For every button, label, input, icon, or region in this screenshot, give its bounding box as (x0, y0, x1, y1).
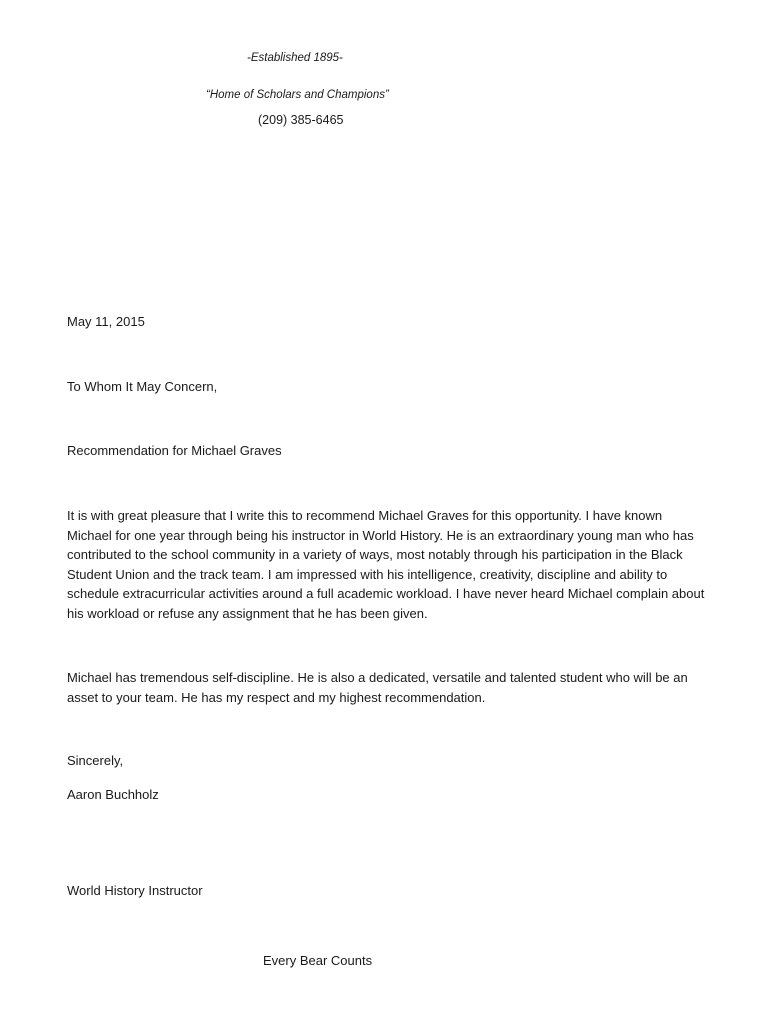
subject-line: Recommendation for Michael Graves (67, 443, 282, 458)
body-paragraph-2 (67, 668, 707, 707)
signer-title: World History Instructor (67, 883, 203, 898)
established-line: -Established 1895- (247, 52, 343, 64)
phone-number: (209) 385-6465 (258, 113, 344, 127)
body-paragraph-1-text: It is with great pleasure that I write this to recommend Michael Graves for this opportunity. I have known Michael for one year through being his instructor in World History. He is an extraordinary young man who has contributed to the school community in a variety of ways, most notably through his participation in the Black Student Union and the track team. I am impressed with his intelligence, creativity, discipline and ability to schedule extracurricular activities around a full academic workload. I have never heard Michael complain about his workload or refuse any assignment that he has been given. (67, 508, 705, 621)
signer-name: Aaron Buchholz (67, 787, 159, 802)
closing: Sincerely, (67, 753, 124, 768)
letter-date: May 11, 2015 (67, 314, 145, 329)
footer-tagline: Every Bear Counts (263, 953, 373, 968)
body-paragraph-2-text: Michael has tremendous self-discipline. He is also a dedicated, versatile and talented student who will be an asset to your team. He has my respect and my highest recommendation. (67, 670, 688, 705)
school-motto: “Home of Scholars and Champions” (206, 89, 389, 101)
body-paragraph-1 (67, 506, 707, 624)
salutation: To Whom It May Concern, (67, 379, 218, 394)
